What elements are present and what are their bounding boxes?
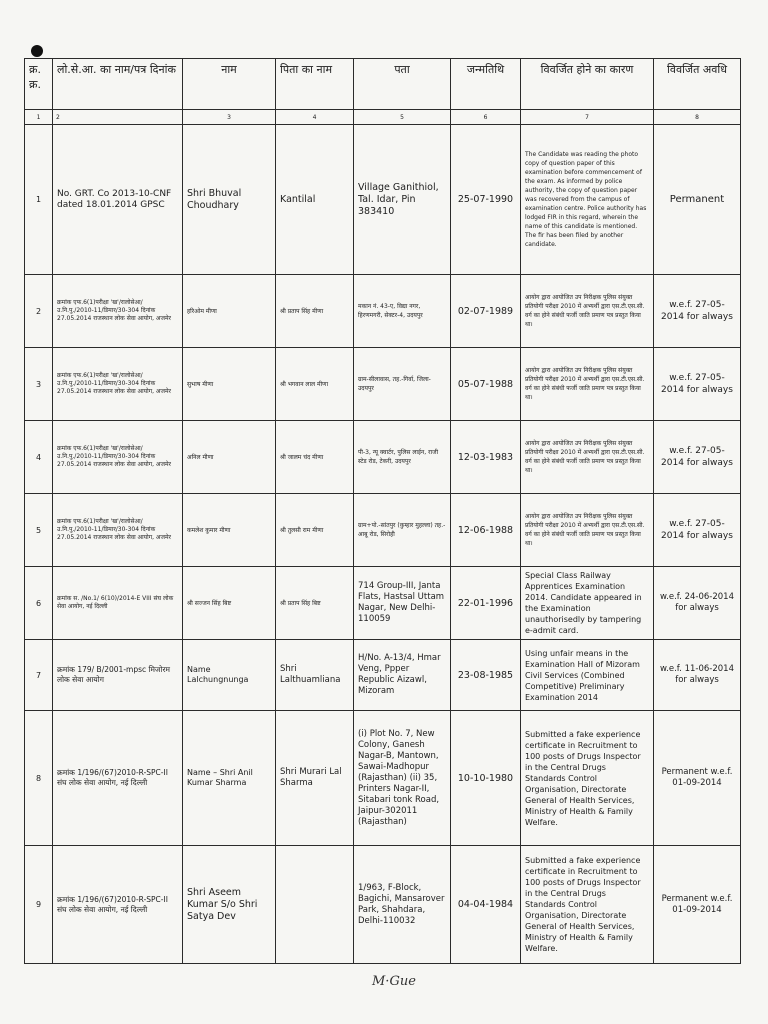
period-cell: w.e.f. 11-06-2014 for always — [654, 640, 741, 711]
address-cell: मकान नं. 43-ए, विद्या नगर, हिरणमगरी, सेक्टर-4, उदयपुर — [354, 275, 451, 348]
table-row — [25, 567, 741, 640]
table-row — [25, 421, 741, 494]
punch-hole-mark — [31, 45, 43, 57]
name-cell: सुभाष मीणा — [183, 348, 276, 421]
column-number-row — [25, 110, 741, 125]
reason-cell: Submitted a fake experience certificate in Recruitment to 100 posts of Drugs Inspector in the Central Drugs Standards Control Organisation, Directorate General of Health Services, Ministry of Health & Family Welfare. — [521, 846, 654, 964]
address-cell: ग्राम+पो.-सांतपुर (कुम्हार मुहल्ला) तह.-आबू रोड, सिरोही — [354, 494, 451, 567]
header-father-name: पिता का नाम — [276, 59, 354, 110]
reference-cell: क्रमांक 1/196/(67)2010-R-SPC-II संघ लोक सेवा आयोग, नई दिल्ली — [53, 711, 183, 846]
serial-cell: 3 — [25, 348, 53, 421]
column-number: 4 — [276, 110, 354, 125]
dob-cell: 12-03-1983 — [451, 421, 521, 494]
father-name-cell: Shri Murari Lal Sharma — [276, 711, 354, 846]
table-row — [25, 275, 741, 348]
reference-cell: क्रमांक एफ.6(1)परीक्षा 'ख'/रालोसेआ/उ.नि.पु./2010-11/डिमार/30-304 दिनांक 27.05.2014 राजस्थान लोक सेवा आयोग, अजमेर — [53, 494, 183, 567]
dob-cell: 25-07-1990 — [451, 125, 521, 275]
address-cell: Village Ganithiol, Tal. Idar, Pin 383410 — [354, 125, 451, 275]
column-number: 2 — [53, 110, 183, 125]
father-name-cell — [276, 846, 354, 964]
header-name: नाम — [183, 59, 276, 110]
table-row — [25, 348, 741, 421]
name-cell: अनिल मीणा — [183, 421, 276, 494]
father-name-cell: श्री तुलसी राम मीणा — [276, 494, 354, 567]
table-row — [25, 846, 741, 964]
reason-cell: The Candidate was reading the photo copy of question paper of this examination before commencement of the exam. As informed by police authority, the copy of question paper was recovered from the campus of examination centre. Police authority has lodged FIR in this regard, wherein the name of this candidate is mentioned. The fir has been filed by another candidate. — [521, 125, 654, 275]
reason-cell: आयोग द्वारा आयोजित उप निरीक्षक पुलिस संयुक्त प्रतियोगी परीक्षा 2010 में अभ्यर्थी द्वारा एस.टी.एस.सी. वर्ग का होने संबंधी फर्जी जाति प्रमाण पत्र प्रस्तुत किया था। — [521, 275, 654, 348]
column-number: 1 — [25, 110, 53, 125]
reason-cell: आयोग द्वारा आयोजित उप निरीक्षक पुलिस संयुक्त प्रतियोगी परीक्षा 2010 में अभ्यर्थी द्वारा एस.टी.एस.सी. वर्ग का होने संबंधी फर्जी जाति प्रमाण पत्र प्रस्तुत किया था। — [521, 494, 654, 567]
table-row — [25, 711, 741, 846]
column-number: 3 — [183, 110, 276, 125]
name-cell: श्री सज्जन सिंह बिष्ट — [183, 567, 276, 640]
reference-cell: No. GRT. Co 2013-10-CNF dated 18.01.2014 GPSC — [53, 125, 183, 275]
column-number: 7 — [521, 110, 654, 125]
header-serial: क्र. क्र. — [25, 59, 53, 110]
father-name-cell: श्री भगवान लाल मीणा — [276, 348, 354, 421]
serial-cell: 7 — [25, 640, 53, 711]
signature: M·Gue — [372, 974, 416, 989]
table-row — [25, 125, 741, 275]
name-cell: हरिओम मीणा — [183, 275, 276, 348]
reference-cell: क्रमांक एफ.6(1)परीक्षा 'ख'/रालोसेआ/उ.नि.पु./2010-11/डिमार/30-304 दिनांक 27.05.2014 राजस्थान लोक सेवा आयोग, अजमेर — [53, 348, 183, 421]
period-cell: w.e.f. 24-06-2014 for always — [654, 567, 741, 640]
reason-cell: Using unfair means in the Examination Hall of Mizoram Civil Services (Combined Competitive) Preliminary Examination 2014 — [521, 640, 654, 711]
address-cell: पी-3, न्यू क्वार्टर, पुलिस लाईन, राजी स्टेड रोड, टेकरी, उदयपुर — [354, 421, 451, 494]
dob-cell: 23-08-1985 — [451, 640, 521, 711]
father-name-cell: Kantilal — [276, 125, 354, 275]
period-cell: w.e.f. 27-05-2014 for always — [654, 275, 741, 348]
serial-cell: 4 — [25, 421, 53, 494]
serial-cell: 6 — [25, 567, 53, 640]
dob-cell: 05-07-1988 — [451, 348, 521, 421]
reason-cell: Submitted a fake experience certificate in Recruitment to 100 posts of Drugs Inspector in the Central Drugs Standards Control Organisation, Directorate General of Health Services, Ministry of Health & Family Welfare. — [521, 711, 654, 846]
column-number: 5 — [354, 110, 451, 125]
address-cell: ग्राम-सीलावास, तह.-गिर्वा, जिला-उदयपुर — [354, 348, 451, 421]
period-cell: Permanent w.e.f. 01-09-2014 — [654, 846, 741, 964]
name-cell: Name – Shri Anil Kumar Sharma — [183, 711, 276, 846]
address-cell: 1/963, F-Block, Bagichi, Mansarover Park, Shahdara, Delhi-110032 — [354, 846, 451, 964]
debarred-candidates-table — [24, 58, 741, 964]
father-name-cell: श्री जालम चंद मीणा — [276, 421, 354, 494]
name-cell: Shri Aseem Kumar S/o Shri Satya Dev — [183, 846, 276, 964]
reference-cell: क्रमांक स. /No.1/ 6(10)/2014-E VIII संघ लोक सेवा आयोग, नई दिल्ली — [53, 567, 183, 640]
period-cell: Permanent w.e.f. 01-09-2014 — [654, 711, 741, 846]
header-dob: जन्मतिथि — [451, 59, 521, 110]
table-row — [25, 494, 741, 567]
name-cell: Name Lalchungnunga — [183, 640, 276, 711]
column-number: 6 — [451, 110, 521, 125]
dob-cell: 10-10-1980 — [451, 711, 521, 846]
period-cell: Permanent — [654, 125, 741, 275]
header-reference: लो.से.आ. का नाम/पत्र दिनांक — [53, 59, 183, 110]
father-name-cell: Shri Lalthuamliana — [276, 640, 354, 711]
name-cell: Shri Bhuval Choudhary — [183, 125, 276, 275]
header-reason: विवर्जित होने का कारण — [521, 59, 654, 110]
name-cell: कमलेश कुमार मीणा — [183, 494, 276, 567]
dob-cell: 02-07-1989 — [451, 275, 521, 348]
address-cell: 714 Group-III, Janta Flats, Hastsal Uttam Nagar, New Delhi-110059 — [354, 567, 451, 640]
header-address: पता — [354, 59, 451, 110]
reference-cell: क्रमांक एफ.6(1)परीक्षा 'ख'/रालोसेआ/उ.नि.पु./2010-11/डिमार/30-304 दिनांक 27.05.2014 राजस्थान लोक सेवा आयोग, अजमेर — [53, 275, 183, 348]
dob-cell: 22-01-1996 — [451, 567, 521, 640]
serial-cell: 1 — [25, 125, 53, 275]
period-cell: w.e.f. 27-05-2014 for always — [654, 348, 741, 421]
header-period: विवर्जित अवधि — [654, 59, 741, 110]
serial-cell: 2 — [25, 275, 53, 348]
serial-cell: 9 — [25, 846, 53, 964]
header-row — [25, 59, 741, 110]
reason-cell: Special Class Railway Apprentices Examination 2014. Candidate appeared in the Examination unauthorisedly by tampering e-admit card. — [521, 567, 654, 640]
dob-cell: 12-06-1988 — [451, 494, 521, 567]
father-name-cell: श्री प्रताप सिंह बिष्ट — [276, 567, 354, 640]
reason-cell: आयोग द्वारा आयोजित उप निरीक्षक पुलिस संयुक्त प्रतियोगी परीक्षा 2010 में अभ्यर्थी द्वारा एस.टी.एस.सी. वर्ग का होने संबंधी फर्जी जाति प्रमाण पत्र प्रस्तुत किया था। — [521, 421, 654, 494]
dob-cell: 04-04-1984 — [451, 846, 521, 964]
table-row — [25, 640, 741, 711]
father-name-cell: श्री प्रताप सिंह मीणा — [276, 275, 354, 348]
address-cell: H/No. A-13/4, Hmar Veng, Ppper Republic Aizawl, Mizoram — [354, 640, 451, 711]
serial-cell: 8 — [25, 711, 53, 846]
reference-cell: क्रमांक एफ.6(1)परीक्षा 'ख'/रालोसेआ/उ.नि.पु./2010-11/डिमार/30-304 दिनांक 27.05.2014 राजस्थान लोक सेवा आयोग, अजमेर — [53, 421, 183, 494]
period-cell: w.e.f. 27-05-2014 for always — [654, 421, 741, 494]
address-cell: (i) Plot No. 7, New Colony, Ganesh Nagar-B, Mantown, Sawai-Madhopur (Rajasthan) (ii) 35, Printers Nagar-II, Sitabari tonk Road, Jaipur-302011 (Rajasthan) — [354, 711, 451, 846]
reference-cell: क्रमांक 1/196/(67)2010-R-SPC-II संघ लोक सेवा आयोग, नई दिल्ली — [53, 846, 183, 964]
period-cell: w.e.f. 27-05-2014 for always — [654, 494, 741, 567]
column-number: 8 — [654, 110, 741, 125]
reason-cell: आयोग द्वारा आयोजित उप निरीक्षक पुलिस संयुक्त प्रतियोगी परीक्षा 2010 में अभ्यर्थी द्वारा एस.टी.एस.सी. वर्ग का होने संबंधी फर्जी जाति प्रमाण पत्र प्रस्तुत किया था। — [521, 348, 654, 421]
reference-cell: क्रमांक 179/ B/2001-mpsc मिजोरम लोक सेवा आयोग — [53, 640, 183, 711]
serial-cell: 5 — [25, 494, 53, 567]
